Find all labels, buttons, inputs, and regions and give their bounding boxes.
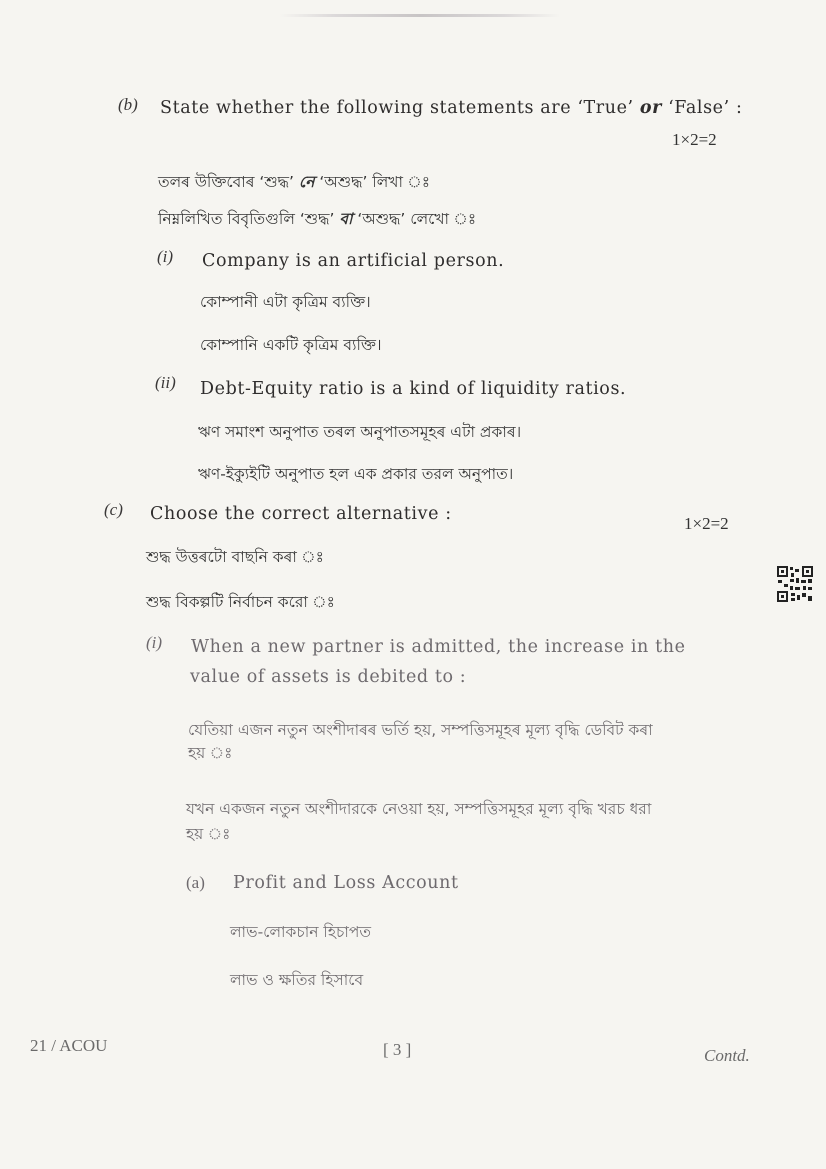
part-b-assamese-instruction — [158, 170, 430, 196]
statement-bengali: ঋণ-ইক্যুইটি অনুপাত হল এক প্রকার তরল অনুপাত। — [198, 465, 514, 483]
question-english-line1: When a new partner is admitted, the increase in the — [191, 637, 686, 657]
scan-mark — [280, 14, 560, 17]
option-label: (a) — [186, 873, 205, 892]
part-b-instruction — [160, 98, 742, 118]
assamese-or-word: নে — [298, 173, 315, 191]
assamese-instruction-text: তলৰ উক্তিবোৰ ‘শুদ্ধ’ — [158, 173, 299, 191]
item-label: (i) — [157, 247, 174, 266]
bengali-or-word: বা — [339, 210, 353, 228]
page-number: [ 3 ] — [383, 1040, 412, 1059]
part-b-instruction-end: ‘False’ : — [661, 98, 743, 118]
statement-english: Company is an artificial person. — [202, 251, 505, 271]
question-label: (i) — [146, 633, 163, 652]
qr-code-icon — [776, 565, 814, 603]
part-b-marks: 1×2=2 — [672, 130, 717, 149]
statement-english: Debt-Equity ratio is a kind of liquidity ratios. — [200, 379, 627, 399]
question-assamese-line2: হয় ঃ — [188, 744, 233, 762]
paper-code: 21 / ACOU — [30, 1036, 108, 1055]
part-c-bengali-instruction: শুদ্ধ বিকল্পটি নির্বাচন করো ঃ — [146, 593, 335, 611]
option-english: Profit and Loss Account — [233, 873, 459, 893]
assamese-instruction-end: ‘অশুদ্ধ’ লিখা ঃ — [314, 173, 431, 191]
contd-note: Contd. — [704, 1046, 750, 1065]
part-c-instruction: Choose the correct alternative : — [150, 504, 452, 524]
part-c-assamese-instruction: শুদ্ধ উত্তৰটো বাছনি কৰা ঃ — [146, 548, 324, 566]
option-bengali: লাভ ও ক্ষতির হিসাবে — [230, 971, 364, 989]
bengali-instruction-text: নিম্নলিখিত বিবৃতিগুলি ‘শুদ্ধ’ — [158, 210, 340, 228]
part-b-instruction-text: State whether the following statements are ‘True’ — [160, 98, 640, 118]
part-b-bengali-instruction — [158, 207, 476, 233]
part-c-label: (c) — [104, 500, 123, 519]
question-english-line2: value of assets is debited to : — [190, 667, 467, 687]
statement-assamese: কোম্পানী এটা কৃত্ৰিম ব্যক্তি। — [200, 293, 371, 311]
question-assamese-line1: যেতিয়া এজন নতুন অংশীদাৰৰ ভৰ্তি হয়, সম্পত্তিসমূহৰ মূল্য বৃদ্ধি ডেবিট কৰা — [188, 721, 653, 739]
statement-bengali: কোম্পানি একটি কৃত্রিম ব্যক্তি। — [200, 336, 382, 354]
question-bengali-line2: হয় ঃ — [186, 825, 231, 843]
statement-assamese: ঋণ সমাংশ অনুপাত তৰল অনুপাতসমূহৰ এটা প্ৰকাৰ। — [198, 423, 522, 441]
or-word: or — [639, 98, 662, 118]
bengali-instruction-end: ‘অশুদ্ধ’ লেখো ঃ — [352, 210, 477, 228]
question-bengali-line1: যখন একজন নতুন অংশীদারকে নেওয়া হয়, সম্পত্তিসমূহর মূল্য বৃদ্ধি খরচ ধরা — [186, 800, 652, 818]
item-label: (ii) — [155, 373, 176, 392]
option-assamese: লাভ-লোকচান হিচাপত — [230, 923, 371, 941]
part-c-marks: 1×2=2 — [684, 514, 729, 533]
part-b-label: (b) — [118, 95, 138, 114]
